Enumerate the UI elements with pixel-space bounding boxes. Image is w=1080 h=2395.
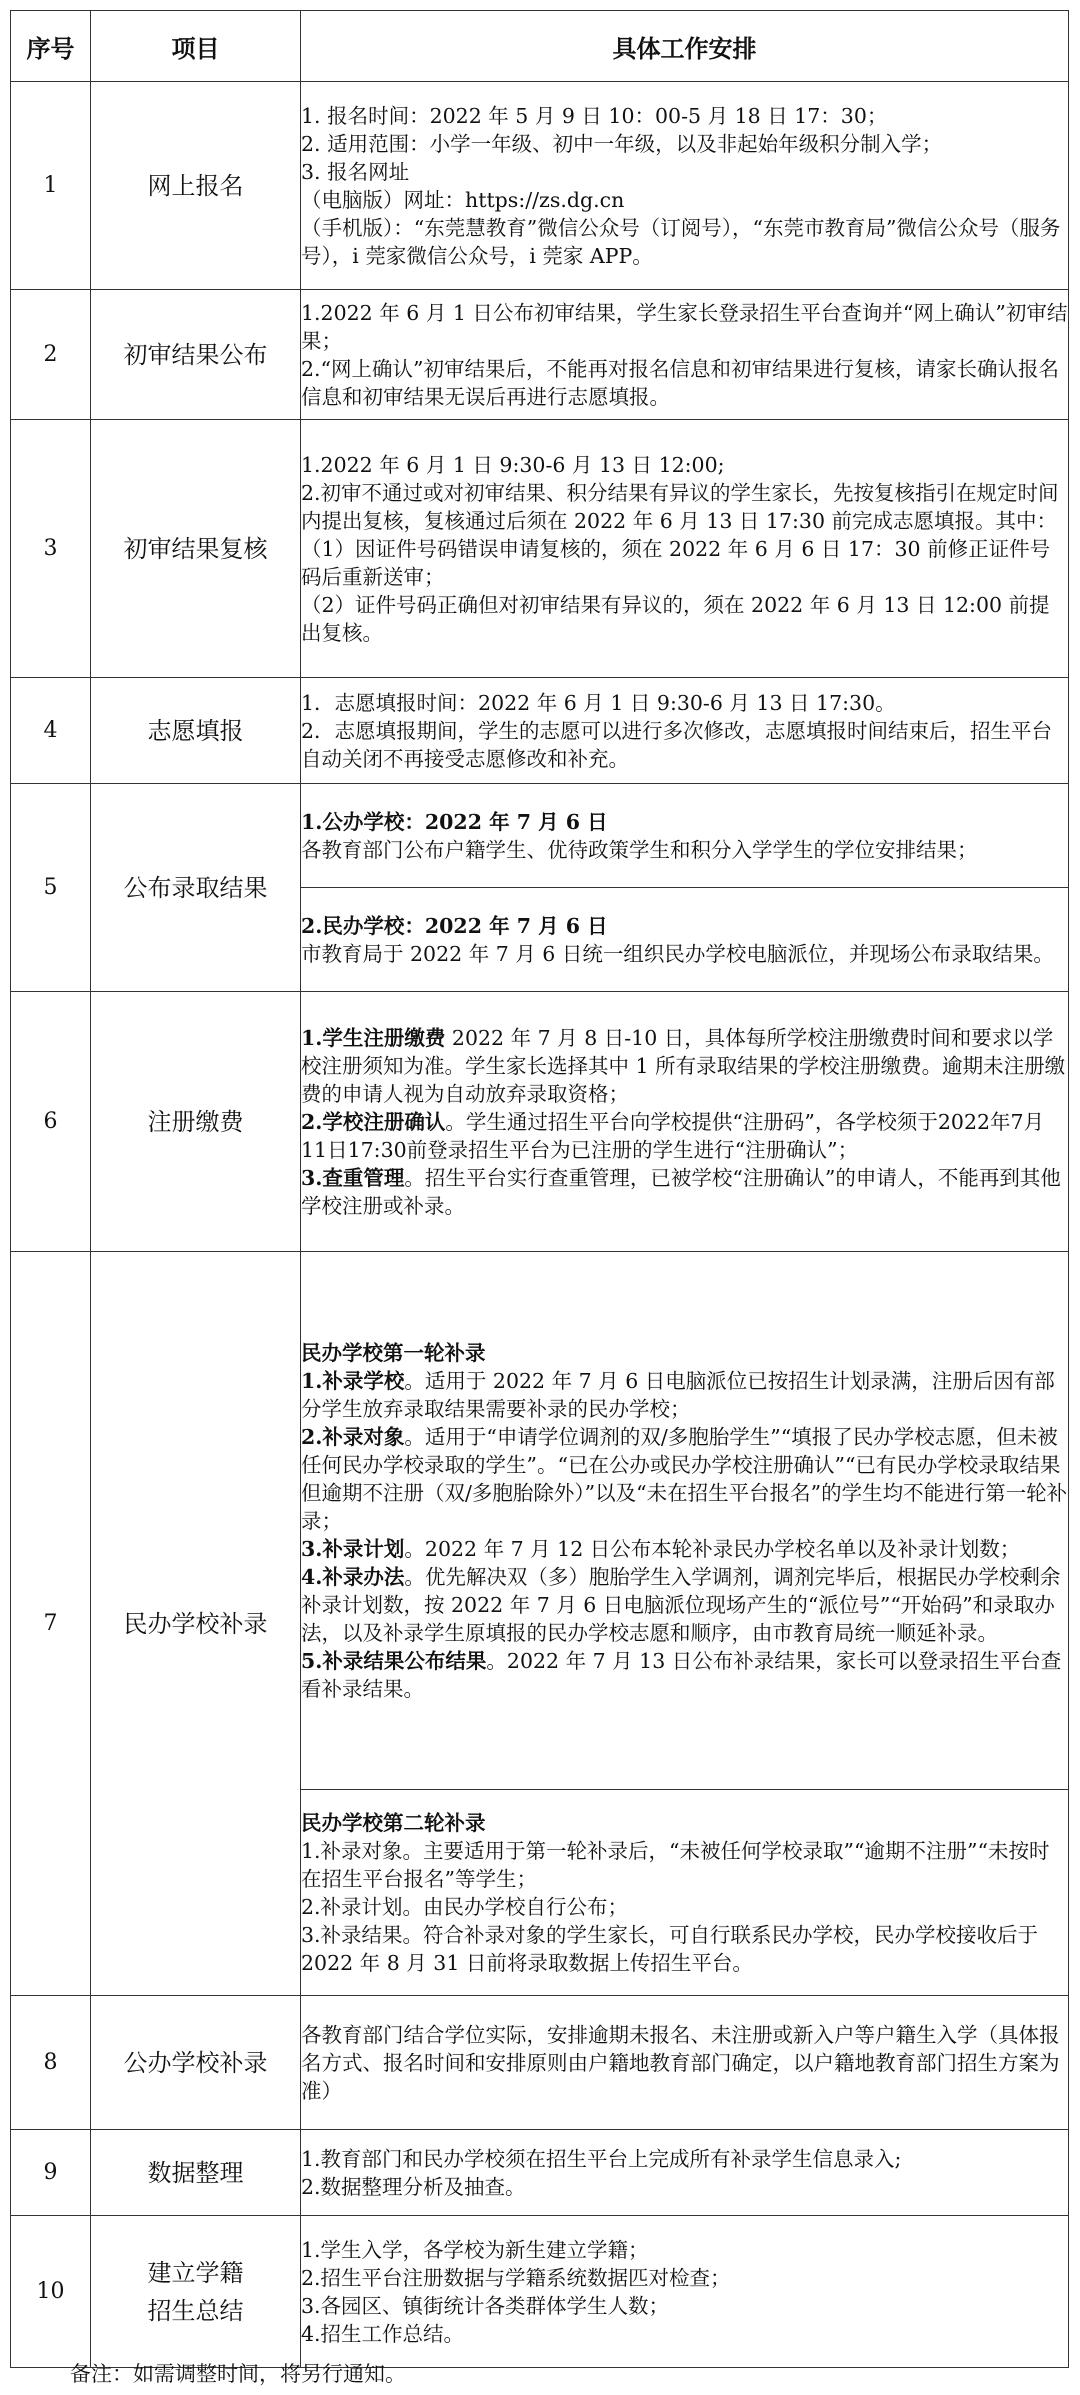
header-no: 序号 bbox=[11, 11, 91, 82]
detail-bold: 4.补录办法 bbox=[301, 1564, 405, 1589]
detail-paragraph bbox=[301, 1535, 1068, 1563]
detail-line: 3. 报名网址 bbox=[301, 159, 410, 184]
detail-line: 1.教育部门和民办学校须在招生平台上完成所有补录学生信息录入; bbox=[301, 2146, 902, 2171]
detail-line: 1．志愿填报时间：2022 年 6 月 1 日 9:30-6 月 13 日 17:30。 bbox=[301, 690, 896, 715]
detail-line: （手机版）：“东莞慧教育”微信公众号（订阅号），“东莞市教育局”微信公众号（服务号），i 莞家微信公众号，i 莞家 APP。 bbox=[301, 215, 1061, 268]
detail-line: 市教育局于 2022 年 7 月 6 日统一组织民办学校电脑派位，并现场公布录取结果。 bbox=[301, 941, 1054, 966]
table-header-row bbox=[11, 11, 1069, 82]
row-item: 公办学校补录 bbox=[91, 1996, 301, 2130]
row-detail bbox=[301, 1996, 1069, 2130]
schedule-table bbox=[10, 10, 1069, 2368]
detail-bold: 1.补录学校 bbox=[301, 1368, 405, 1393]
row-item bbox=[91, 2216, 301, 2368]
detail-line: （1）因证件号码错误申请复核的，须在 2022 年 6 月 6 日 17：30 前修正证件号码后重新送审； bbox=[301, 536, 1051, 589]
row-item: 数据整理 bbox=[91, 2130, 301, 2216]
row-number: 3 bbox=[11, 420, 91, 678]
row-number: 10 bbox=[11, 2216, 91, 2368]
detail-text: 。2022 年 7 月 12 日公布本轮补录民办学校名单以及补录计划数； bbox=[404, 1536, 1021, 1561]
detail-subtitle: 1.公办学校：2022 年 7 月 6 日 bbox=[301, 809, 608, 834]
table-row bbox=[11, 2130, 1069, 2216]
detail-line: （电脑版）网址：https://zs.dg.cn bbox=[301, 187, 625, 212]
detail-line: 1.2022 年 6 月 1 日公布初审结果，学生家长登录招生平台查询并“网上确认”初审结果； bbox=[301, 300, 1068, 353]
detail-line: 1.补录对象。主要适用于第一轮补录后，“未被任何学校录取”“逾期不注册”“未按时在招生平台报名”等学生； bbox=[301, 1838, 1050, 1891]
row-item: 初审结果公布 bbox=[91, 290, 301, 420]
table-row bbox=[11, 1996, 1069, 2130]
detail-paragraph bbox=[301, 1024, 1068, 1108]
row-detail bbox=[301, 290, 1069, 420]
detail-line: 1.学生入学，各学校为新生建立学籍； bbox=[301, 2237, 649, 2262]
detail-text: 。优先解决双（多）胞胎学生入学调剂，调剂完毕后，根据民办学校剩余补录计划数，按 2022 年 7 月 6 日电脑派位现场产生的“派位号”“开始码”和录取办法，以及补录学生原填报的民办学校志愿和顺序，由市教育局统一顺延补录。 bbox=[301, 1564, 1061, 1645]
detail-bold: 2.学校注册确认 bbox=[301, 1109, 446, 1134]
detail-paragraph bbox=[301, 1108, 1068, 1164]
detail-paragraph bbox=[301, 1367, 1068, 1423]
detail-line: 各教育部门公布户籍学生、优待政策学生和积分入学学生的学位安排结果； bbox=[301, 837, 978, 862]
row-item: 志愿填报 bbox=[91, 678, 301, 784]
detail-line: 2. 适用范围：小学一年级、初中一年级，以及非起始年级积分制入学； bbox=[301, 131, 943, 156]
detail-line: 2.数据整理分析及抽查。 bbox=[301, 2174, 526, 2199]
table-row bbox=[11, 992, 1069, 1252]
detail-text: 。适用于 2022 年 7 月 6 日电脑派位已按招生计划录满，注册后因有部分学生放弃录取结果需要补录的民办学校； bbox=[301, 1368, 1055, 1421]
detail-line: 2.“网上确认”初审结果后，不能再对报名信息和初审结果进行复核，请家长确认报名信息和初审结果无误后再进行志愿填报。 bbox=[301, 356, 1060, 409]
row-number: 6 bbox=[11, 992, 91, 1252]
detail-paragraph bbox=[301, 1164, 1068, 1220]
detail-line: 2.补录计划。由民办学校自行公布； bbox=[301, 1894, 629, 1919]
row-detail bbox=[301, 1252, 1069, 1790]
detail-text: 。学生通过招生平台向学校提供“注册码”，各学校须于2022年7月11日17:30前登录招生平台为已注册的学生进行“注册确认”； bbox=[301, 1109, 1045, 1162]
row-detail bbox=[301, 992, 1069, 1252]
row-number: 1 bbox=[11, 82, 91, 290]
detail-subtitle: 民办学校第一轮补录 bbox=[301, 1340, 486, 1365]
detail-subtitle: 2.民办学校：2022 年 7 月 6 日 bbox=[301, 913, 608, 938]
detail-paragraph bbox=[301, 1423, 1068, 1535]
row-number: 7 bbox=[11, 1252, 91, 1996]
detail-bold: 3.补录计划 bbox=[301, 1536, 405, 1561]
detail-line: 1. 报名时间：2022 年 5 月 9 日 10：00-5 月 18 日 17：30； bbox=[301, 103, 888, 128]
detail-text: 。适用于“申请学位调剂的双/多胞胎学生”“填报了民办学校志愿，但未被任何民办学校录取的学生”。“已在公办或民办学校注册确认”“已有民办学校录取结果但逾期不注册（双/多胞胎除外）”以及“未在招生平台报名”的学生均不能进行第一轮补录； bbox=[301, 1424, 1068, 1533]
row-detail bbox=[301, 1790, 1069, 1996]
detail-line: 2.招生平台注册数据与学籍系统数据匹对检查； bbox=[301, 2265, 731, 2290]
detail-bold: 5.补录结果公布结果 bbox=[301, 1648, 487, 1673]
detail-line: 2.初审不通过或对初审结果、积分结果有异议的学生家长，先按复核指引在规定时间内提出复核，复核通过后须在 2022 年 6 月 13 日 17:30 前完成志愿填报。其中： bbox=[301, 480, 1059, 533]
table-row bbox=[11, 678, 1069, 784]
detail-paragraph bbox=[301, 1563, 1068, 1647]
detail-line: 4.招生工作总结。 bbox=[301, 2321, 465, 2346]
row-number: 8 bbox=[11, 1996, 91, 2130]
detail-bold: 1.学生注册缴费 bbox=[301, 1025, 446, 1050]
detail-text: 。招生平台实行查重管理，已被学校“注册确认”的申请人，不能再到其他学校注册或补录。 bbox=[301, 1165, 1061, 1218]
detail-paragraph bbox=[301, 1647, 1068, 1703]
row-item-line: 招生总结 bbox=[147, 2296, 244, 2325]
row-detail bbox=[301, 678, 1069, 784]
detail-subtitle: 民办学校第二轮补录 bbox=[301, 1810, 486, 1835]
row-detail bbox=[301, 82, 1069, 290]
table-row bbox=[11, 420, 1069, 678]
detail-line: 各教育部门结合学位实际，安排逾期未报名、未注册或新入户等户籍生入学（具体报名方式、报名时间和安排原则由户籍地教育部门确定，以户籍地教育部门招生方案为准） bbox=[301, 2022, 1060, 2103]
table-row bbox=[11, 82, 1069, 290]
row-number: 2 bbox=[11, 290, 91, 420]
row-detail bbox=[301, 784, 1069, 888]
row-item: 公布录取结果 bbox=[91, 784, 301, 992]
row-detail bbox=[301, 420, 1069, 678]
table-row bbox=[11, 2216, 1069, 2368]
row-detail bbox=[301, 2130, 1069, 2216]
row-detail bbox=[301, 2216, 1069, 2368]
header-detail: 具体工作安排 bbox=[301, 11, 1069, 82]
detail-line: 3.补录结果。符合补录对象的学生家长，可自行联系民办学校，民办学校接收后于 2022 年 8 月 31 日前将录取数据上传招生平台。 bbox=[301, 1922, 1039, 1975]
detail-bold: 3.查重管理 bbox=[301, 1165, 405, 1190]
header-item: 项目 bbox=[91, 11, 301, 82]
row-item: 网上报名 bbox=[91, 82, 301, 290]
table-row bbox=[11, 1252, 1069, 1790]
row-item-line: 建立学籍 bbox=[147, 2258, 244, 2287]
row-item: 民办学校补录 bbox=[91, 1252, 301, 1996]
detail-text: 。2022 年 7 月 13 日公布补录结果，家长可以登录招生平台查看补录结果。 bbox=[301, 1648, 1062, 1701]
detail-bold: 2.补录对象 bbox=[301, 1424, 405, 1449]
detail-line: 1.2022 年 6 月 1 日 9:30-6 月 13 日 12:00; bbox=[301, 452, 725, 477]
footer-note: 备注：如需调整时间，将另行通知。 bbox=[70, 2362, 406, 2386]
row-number: 9 bbox=[11, 2130, 91, 2216]
row-item: 注册缴费 bbox=[91, 992, 301, 1252]
table-row bbox=[11, 290, 1069, 420]
row-detail bbox=[301, 888, 1069, 992]
row-number: 4 bbox=[11, 678, 91, 784]
row-number: 5 bbox=[11, 784, 91, 992]
table-row bbox=[11, 784, 1069, 888]
detail-line: （2）证件号码正确但对初审结果有异议的，须在 2022 年 6 月 13 日 12:00 前提出复核。 bbox=[301, 592, 1050, 645]
detail-line: 2．志愿填报期间，学生的志愿可以进行多次修改，志愿填报时间结束后，招生平台自动关闭不再接受志愿修改和补充。 bbox=[301, 718, 1053, 771]
detail-text: 2022 年 7 月 8 日-10 日，具体每所学校注册缴费时间和要求以学校注册须知为准。学生家长选择其中 1 所有录取结果的学校注册缴费。逾期未注册缴费的申请人视为自动放弃录取资格； bbox=[301, 1025, 1066, 1106]
detail-line: 3.各园区、镇街统计各类群体学生人数； bbox=[301, 2293, 670, 2318]
row-item: 初审结果复核 bbox=[91, 420, 301, 678]
